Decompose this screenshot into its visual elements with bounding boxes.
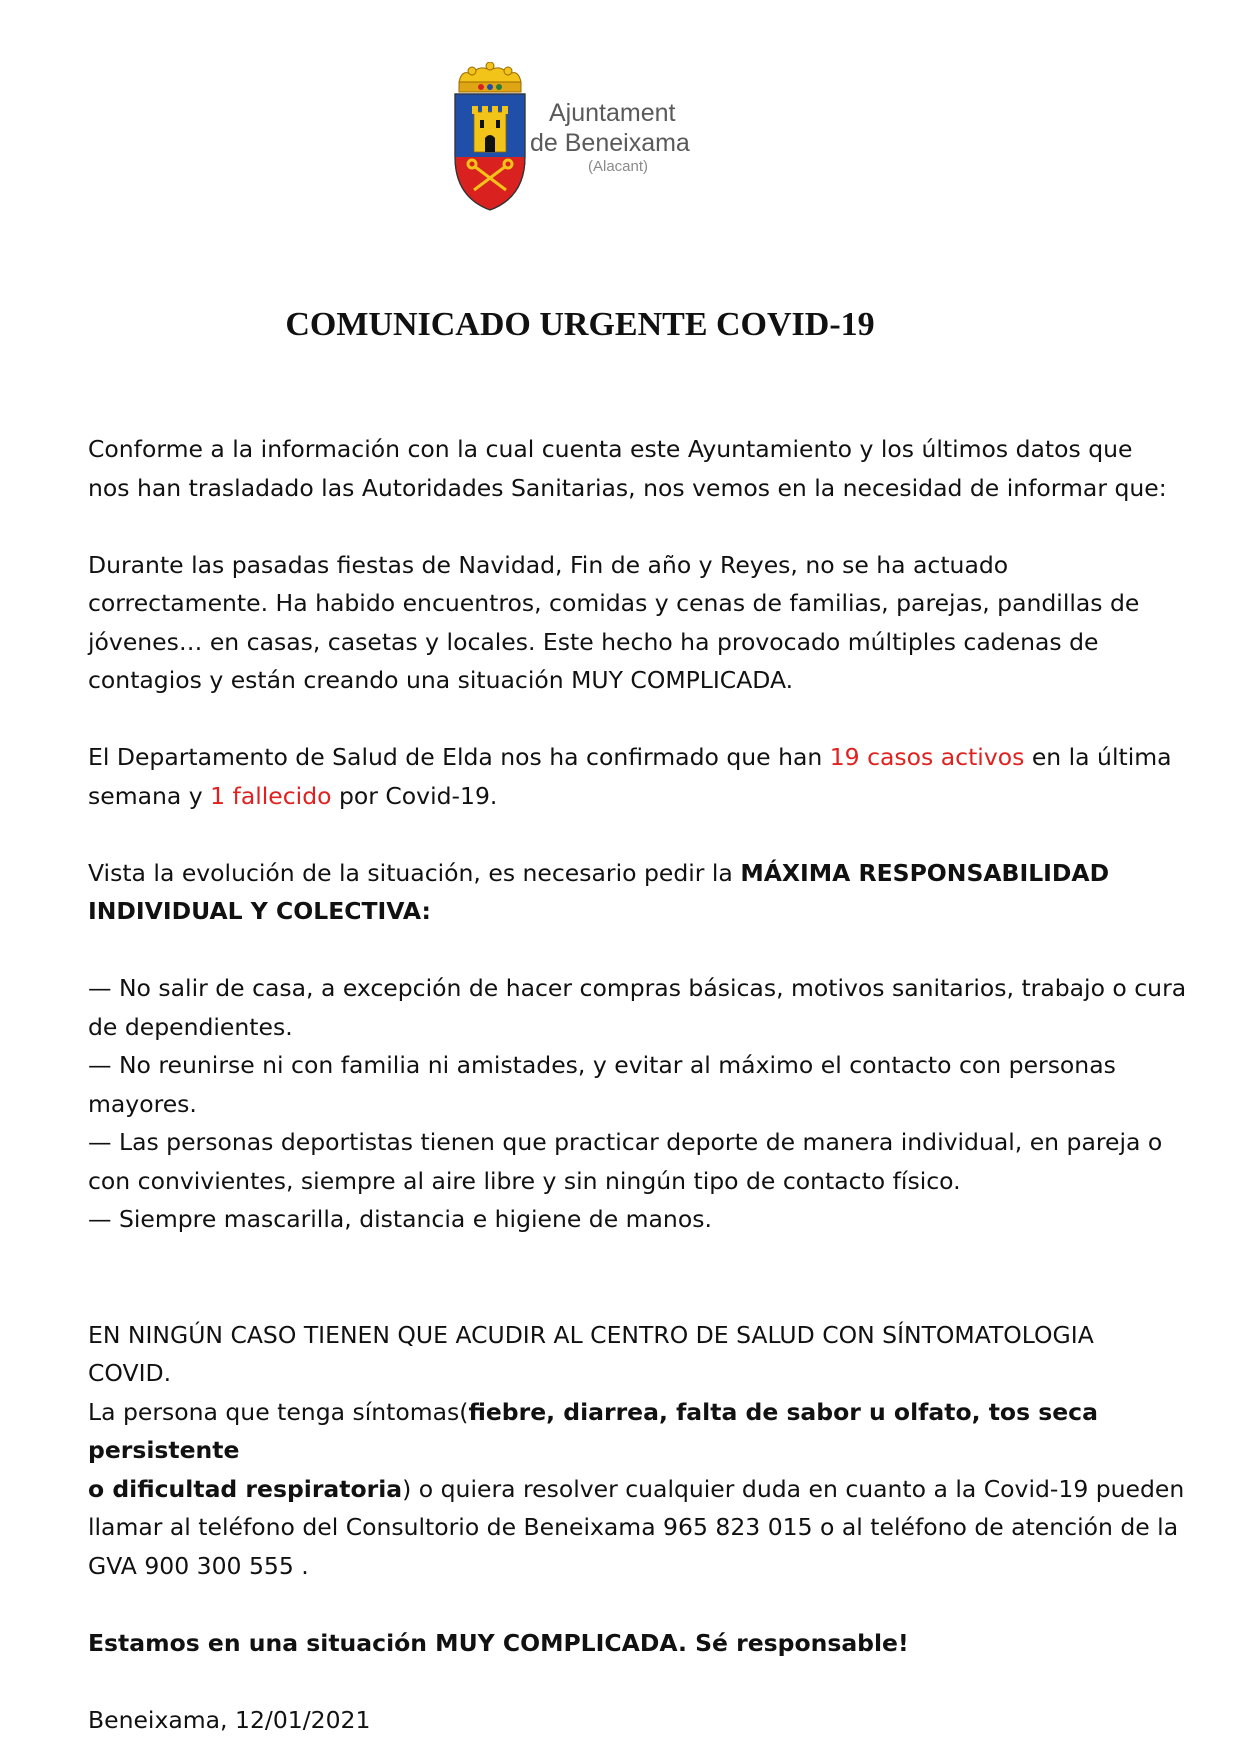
active-cases-highlight: 19 casos activos (829, 743, 1025, 771)
measures-list (88, 969, 1188, 1239)
document-title: COMUNICADO URGENTE COVID-19 (285, 306, 875, 343)
place-date-signature: Beneixama, 12/01/2021 (88, 1705, 371, 1734)
logo-line-3: (Alacant) (588, 158, 649, 175)
list-item: — No salir de casa, a excepción de hacer compras básicas, motivos sanitarios, trabajo o cura de dependientes. (88, 974, 1187, 1041)
municipal-logo (450, 62, 750, 212)
logo-line-1: Ajuntament (549, 99, 676, 127)
castle-icon (472, 106, 508, 152)
deaths-highlight: 1 fallecido (210, 781, 332, 810)
paragraph-cases: El Departamento de Salud de Elda nos ha confirmado que han 19 casos activos en la última semana y 1 fallecido por Covid-19. (88, 743, 1172, 810)
municipality-name (530, 98, 690, 176)
list-item: — Las personas deportistas tienen que practicar deporte de manera individual, en pareja o con convivientes, siempre al aire libre y sin ningún tipo de contacto físico. (88, 1128, 1163, 1195)
list-item: — Siempre mascarilla, distancia e higiene de manos. (88, 1205, 712, 1233)
paragraph-responsibility: Vista la evolución de la situación, es necesario pedir la MÁXIMA RESPONSABILIDAD INDIVIDUAL Y COLECTIVA: (88, 858, 1110, 925)
document-body (88, 430, 1188, 1739)
coat-of-arms-icon (450, 62, 530, 212)
list-item: — No reunirse ni con familia ni amistades, y evitar al máximo el contacto con personas mayores. (88, 1051, 1116, 1118)
logo-line-2: de Beneixama (530, 129, 690, 157)
paragraph-health-center: EN NINGÚN CASO TIENEN QUE ACUDIR AL CENTRO DE SALUD CON SÍNTOMATOLOGIA COVID. La persona que tenga síntomas(fiebre, diarrea, falta de sabor u olfato, tos seca persistente o dificultad respiratoria) o quiera resolver cualquier duda en cuanto a la Covid-19 pueden llamar al teléfono del Consultorio de Beneixama 965 823 015 o al teléfono de atención de la GVA 900 300 555 . (88, 1320, 1185, 1580)
paragraph-holidays: Durante las pasadas fiestas de Navidad, Fin de año y Reyes, no se ha actuado correctamente. Ha habido encuentros, comidas y cenas de familias, parejas, pandillas de jóvenes… en casas, casetas y locales. Este hecho ha provocado múltiples cadenas de contagios y están creando una situación MUY COMPLICADA. (88, 550, 1140, 694)
paragraph-intro: Conforme a la información con la cual cuenta este Ayuntamiento y los últimos datos que nos han trasladado las Autoridades Sanitarias, nos vemos en la necesidad de informar que: (88, 435, 1167, 502)
crown-icon (459, 62, 521, 92)
closing-statement: Estamos en una situación MUY COMPLICADA. Sé responsable! (88, 1628, 909, 1657)
